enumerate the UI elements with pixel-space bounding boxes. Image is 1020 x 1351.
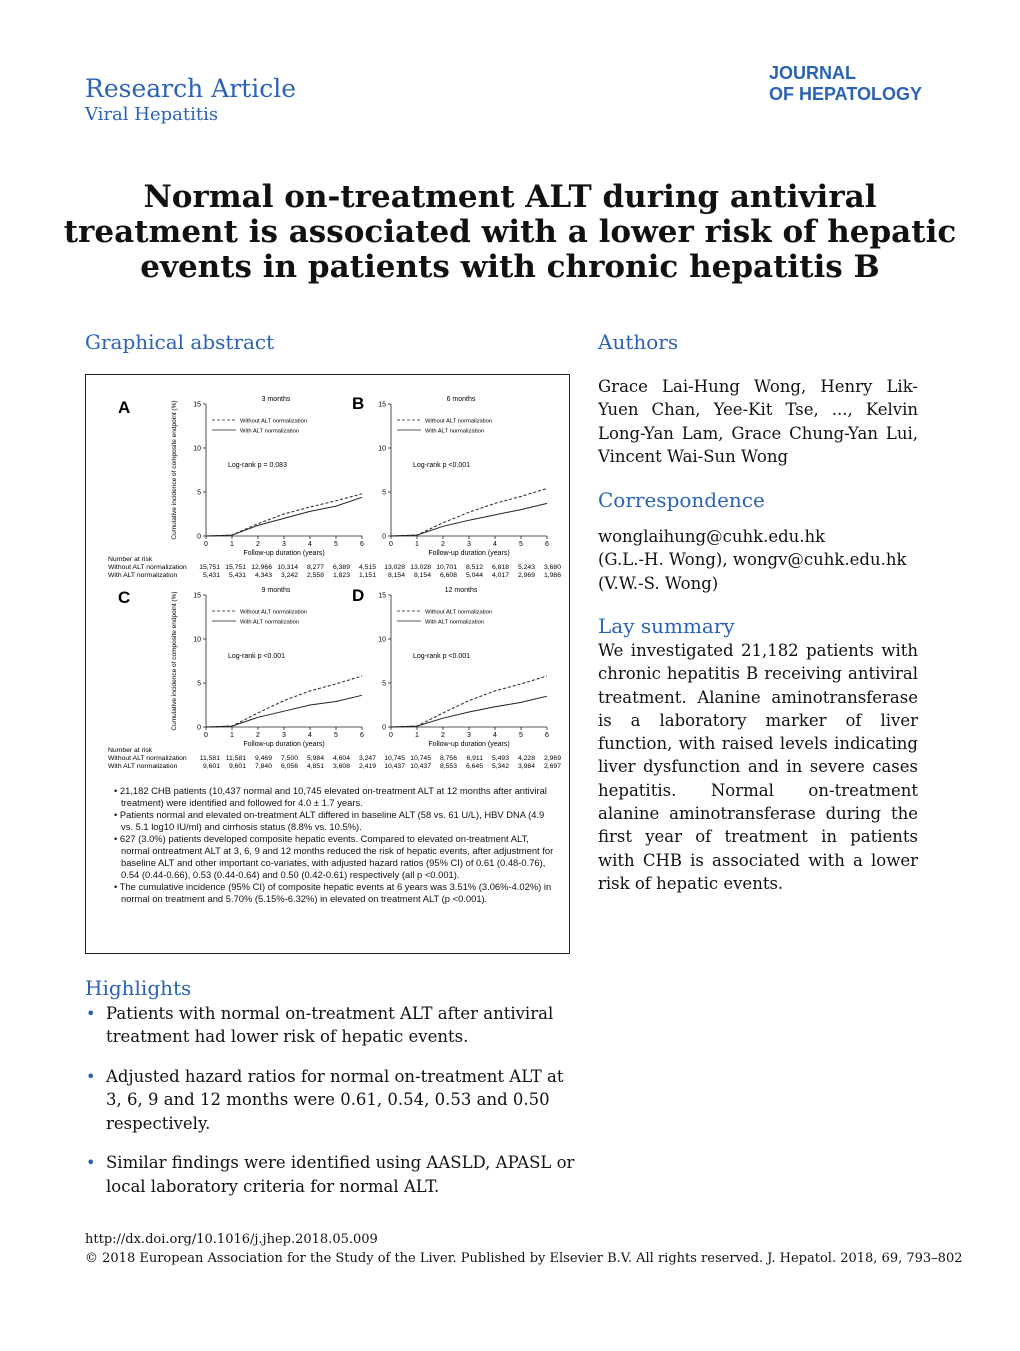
- highlights-heading: Highlights: [85, 976, 192, 1000]
- panel-c-risk-value: 6,056: [280, 763, 298, 770]
- panel-b-risk-value: 8,154: [413, 572, 431, 579]
- panel-c-risk-value: 2,419: [358, 763, 376, 770]
- correspondence-name-2: (V.W.-S. Wong): [598, 573, 719, 593]
- panel-d-risk-value: 6,645: [465, 763, 483, 770]
- panel-c-series-without-alt: [206, 676, 362, 727]
- panel-c-x-tick-label: 3: [282, 732, 286, 739]
- panel-d-risk-value: 10,437: [384, 763, 405, 770]
- correspondence-heading: Correspondence: [598, 488, 765, 512]
- panel-c-risk-value: 11,581: [199, 755, 220, 762]
- panel-c-y-tick-label: 15: [193, 592, 201, 600]
- panel-a-x-tick-label: 5: [334, 541, 338, 548]
- ga-bullet-4: • The cumulative incidence (95% CI) of composite hepatic events at 6 years was 3.51% (3.06%-4.02%) in normal on treatment and 5.70% (5.15%-6.32%) in elevated on treatment ALT (p <0.001).: [114, 881, 552, 904]
- section-label: Research Article: [85, 74, 296, 103]
- panel-b-x-tick-label: 5: [519, 541, 523, 548]
- panel-b-risk-value: 4,017: [491, 572, 509, 579]
- panel-b-y-tick-label: 0: [382, 533, 386, 541]
- panel-a-risk-value: 15,751: [225, 564, 246, 571]
- panel-d-risk-value: 8,756: [439, 755, 457, 762]
- panel-d-y-tick-label: 5: [382, 680, 386, 688]
- panel-a-x-tick-label: 3: [282, 541, 286, 548]
- journal-logo: [769, 63, 922, 105]
- authors-heading: Authors: [598, 330, 679, 354]
- panel-c-risk-value: 3,247: [358, 755, 376, 762]
- panel-b-risk-value: 2,969: [517, 572, 535, 579]
- journal-logo-line1: JOURNAL: [769, 63, 857, 83]
- km-curves-figure: [86, 375, 570, 785]
- panel-a-logrank-annotation: Log-rank p = 0.083: [228, 462, 287, 469]
- correspondence-email-1[interactable]: wonglaihung@cuhk.edu.hk: [598, 527, 826, 546]
- panel-c-series-with-alt: [206, 695, 362, 727]
- correspondence-block: [598, 525, 928, 595]
- panel-a-risk-value: 3,242: [280, 572, 298, 579]
- panel-c-title: 9 months: [261, 587, 291, 594]
- panel-b-series-with-alt: [391, 503, 547, 536]
- graphical-abstract-bullets: [114, 785, 554, 905]
- panel-c-risk-value: 7,500: [280, 755, 298, 762]
- panel-b-risk-value: 8,154: [387, 572, 405, 579]
- panel-b-logrank-annotation: Log-rank p <0.001: [413, 462, 471, 469]
- panel-d-x-tick-label: 5: [519, 732, 523, 739]
- panel-a-y-tick-label: 0: [197, 533, 201, 541]
- panel-d-x-tick-label: 0: [389, 732, 393, 739]
- panel-c-x-tick-label: 4: [308, 732, 312, 739]
- panel-a-title: 3 months: [261, 396, 291, 403]
- panel-a-x-tick-label: 1: [230, 541, 234, 548]
- panel-b-risk-value: 8,512: [465, 564, 483, 571]
- panel-c-risk-row-label: Without ALT normalization: [108, 755, 187, 762]
- panel-c-legend-label: With ALT normalization: [240, 619, 300, 626]
- panel-a-risk-row-label: With ALT normalization: [108, 572, 178, 579]
- panel-b-risk-value: 3,680: [543, 564, 561, 571]
- panel-b-legend-label: With ALT normalization: [425, 428, 485, 435]
- panel-a-risk-header: Number at risk: [108, 556, 153, 563]
- panel-a-x-axis-label: Follow-up duration (years): [243, 550, 325, 557]
- panel-d-y-tick-label: 15: [378, 592, 386, 600]
- panel-c-risk-value: 5,984: [306, 755, 324, 762]
- panel-d-x-tick-label: 1: [415, 732, 419, 739]
- panel-d-risk-value: 10,437: [410, 763, 431, 770]
- panel-d-risk-value: 3,984: [517, 763, 535, 770]
- panel-b-x-axis-label: Follow-up duration (years): [428, 550, 510, 557]
- panel-b-title: 6 months: [446, 396, 476, 403]
- panel-b-x-tick-label: 2: [441, 541, 445, 548]
- panel-d-x-tick-label: 2: [441, 732, 445, 739]
- panel-a-risk-value: 1,151: [358, 572, 376, 579]
- panel-a-legend-label: With ALT normalization: [240, 428, 300, 435]
- panel-b-x-tick-label: 1: [415, 541, 419, 548]
- lay-summary-heading: Lay summary: [598, 614, 735, 638]
- ga-bullet-1: • 21,182 CHB patients (10,437 normal and 10,745 elevated on-treatment ALT at 12 months after antiviral treatment) were identified and followed for 4.0 ± 1.7 years.: [114, 785, 547, 808]
- highlight-item: • Adjusted hazard ratios for normal on-treatment ALT at 3, 6, 9 and 12 months were 0.61, 0.54, 0.53 and 0.50 respectively.: [85, 1065, 575, 1135]
- panel-c-x-axis-label: Follow-up duration (years): [243, 741, 325, 748]
- panel-d-risk-value: 2,697: [543, 763, 561, 770]
- panel-a-y-axis-label: Cumulative incidence of composite endpoint (%): [171, 400, 178, 540]
- journal-logo-line2: OF HEPATOLOGY: [769, 84, 923, 104]
- ga-bullet-2: • Patients normal and elevated on-treatment ALT differed in baseline ALT (58 vs. 61 U/L), HBV DNA (4.9 vs. 5.1 log10 IU/ml) and cirrhosis status (8.8% vs. 10.5%).: [114, 809, 545, 832]
- panel-b-risk-value: 6,608: [439, 572, 457, 579]
- panel-d-risk-value: 10,745: [384, 755, 405, 762]
- panel-d-x-tick-label: 4: [493, 732, 497, 739]
- panel-d-risk-value: 8,553: [439, 763, 457, 770]
- panel-c-y-tick-label: 0: [197, 724, 201, 732]
- panel-b-risk-value: 13,028: [410, 564, 431, 571]
- panel-a-risk-value: 5,431: [202, 572, 220, 579]
- panel-c-x-tick-label: 1: [230, 732, 234, 739]
- panel-b-letter: B: [352, 394, 365, 413]
- panel-d-letter: D: [352, 586, 365, 605]
- panel-d-risk-value: 6,911: [466, 755, 483, 762]
- panel-b-x-tick-label: 6: [545, 541, 549, 548]
- panel-a-x-tick-label: 2: [256, 541, 260, 548]
- panel-d-y-tick-label: 0: [382, 724, 386, 732]
- panel-d-risk-value: 5,342: [491, 763, 509, 770]
- panel-b-risk-value: 1,986: [543, 572, 561, 579]
- panel-c-risk-header: Number at risk: [108, 747, 153, 754]
- subsection-label: Viral Hepatitis: [85, 104, 219, 125]
- panel-a-risk-value: 8,277: [306, 564, 324, 571]
- panel-a-risk-value: 10,314: [277, 564, 298, 571]
- panel-c-y-tick-label: 5: [197, 680, 201, 688]
- panel-d-risk-value: 2,969: [543, 755, 561, 762]
- panel-c-y-axis-label: Cumulative incidence of composite endpoint (%): [171, 591, 178, 731]
- correspondence-email-2[interactable]: (G.L.-H. Wong), wongv@cuhk.edu.hk: [598, 550, 907, 570]
- panel-c-risk-value: 4,604: [332, 755, 350, 762]
- panel-a-y-tick-label: 15: [193, 401, 201, 409]
- panel-b-y-tick-label: 10: [378, 445, 386, 453]
- panel-a-risk-row-label: Without ALT normalization: [108, 564, 187, 571]
- panel-a-risk-value: 4,343: [254, 572, 272, 579]
- panel-c-legend-label: Without ALT normalization: [240, 609, 308, 616]
- panel-c-risk-row-label: With ALT normalization: [108, 763, 178, 770]
- panel-d-logrank-annotation: Log-rank p <0.001: [413, 653, 471, 660]
- panel-d-title: 12 months: [444, 587, 478, 594]
- panel-d-legend-label: With ALT normalization: [425, 619, 485, 626]
- panel-d-y-tick-label: 10: [378, 636, 386, 644]
- panel-d-risk-value: 10,745: [410, 755, 431, 762]
- panel-a-x-tick-label: 4: [308, 541, 312, 548]
- panel-c-x-tick-label: 2: [256, 732, 260, 739]
- panel-b-risk-value: 5,044: [465, 572, 483, 579]
- panel-d-risk-value: 5,493: [491, 755, 509, 762]
- panel-c-risk-value: 7,840: [254, 763, 272, 770]
- panel-a-risk-value: 4,515: [358, 564, 376, 571]
- panel-b-x-tick-label: 0: [389, 541, 393, 548]
- panel-c-x-tick-label: 5: [334, 732, 338, 739]
- panel-d-x-tick-label: 3: [467, 732, 471, 739]
- panel-a-risk-value: 2,558: [306, 572, 324, 579]
- panel-c-letter: C: [118, 588, 131, 607]
- panel-c-x-tick-label: 6: [360, 732, 364, 739]
- panel-d-x-tick-label: 6: [545, 732, 549, 739]
- panel-c-x-tick-label: 0: [204, 732, 208, 739]
- panel-a-risk-value: 6,389: [332, 564, 350, 571]
- panel-a-risk-value: 5,431: [228, 572, 246, 579]
- panel-a-series-with-alt: [206, 497, 362, 536]
- panel-b-y-tick-label: 15: [378, 401, 386, 409]
- panel-b-risk-value: 5,243: [517, 564, 535, 571]
- panel-b-x-tick-label: 3: [467, 541, 471, 548]
- panel-d-legend-label: Without ALT normalization: [425, 609, 493, 616]
- panel-a-y-tick-label: 5: [197, 489, 201, 497]
- panel-c-risk-value: 9,601: [202, 763, 220, 770]
- panel-d-series-with-alt: [391, 696, 547, 727]
- panel-a-risk-value: 15,751: [199, 564, 220, 571]
- panel-b-y-tick-label: 5: [382, 489, 386, 497]
- highlight-item: • Similar findings were identified using AASLD, APASL or local laboratory criteria for normal ALT.: [85, 1151, 575, 1198]
- panel-a-x-tick-label: 6: [360, 541, 364, 548]
- panel-b-risk-value: 10,701: [436, 564, 457, 571]
- authors-list: Grace Lai-Hung Wong, Henry Lik-Yuen Chan, Yee-Kit Tse, ..., Kelvin Long-Yan Lam, Grace Chung-Yan Lui, Vincent Wai-Sun Wong: [598, 377, 918, 466]
- panel-d-risk-value: 4,228: [517, 755, 535, 762]
- panel-b-risk-value: 6,818: [491, 564, 509, 571]
- ga-bullet-3: • 627 (3.0%) patients developed composite hepatic events. Compared to elevated on-treatment ALT, normal ontreatment ALT at 3, 6, 9 and 12 months reduced the risk of hepatic events, after adjustment for baseline ALT and other important co-variates, with adjusted hazard ratios (95% CI) of 0.61 (0.48-0.76), 0.54 (0.44-0.66), 0.53 (0.44-0.64) and 0.50 (0.42-0.61) respectively (all p <0.001).: [114, 833, 554, 880]
- lay-summary-text: We investigated 21,182 patients with chronic hepatitis B receiving antiviral treatment. Alanine aminotransferase is a laboratory marker of liver function, with raised levels indicating liver dysfunction and in severe cases hepatitis. Normal on-treatment alanine aminotransferase during the first year of treatment in patients with CHB is associated with a lower risk of hepatic events.: [598, 641, 918, 893]
- panel-c-y-tick-label: 10: [193, 636, 201, 644]
- panel-c-risk-value: 9,601: [228, 763, 246, 770]
- graphical-abstract-box: [85, 374, 570, 954]
- panel-a-legend-label: Without ALT normalization: [240, 418, 308, 425]
- panel-b-x-tick-label: 4: [493, 541, 497, 548]
- panel-c-risk-value: 11,581: [225, 755, 246, 762]
- panel-c-risk-value: 9,469: [254, 755, 272, 762]
- panel-d-x-axis-label: Follow-up duration (years): [428, 741, 510, 748]
- panel-a-series-without-alt: [206, 494, 362, 536]
- doi-link[interactable]: http://dx.doi.org/10.1016/j.jhep.2018.05.009: [85, 1232, 378, 1247]
- panel-a-risk-value: 1,823: [332, 572, 350, 579]
- panel-c-logrank-annotation: Log-rank p <0.001: [228, 653, 286, 660]
- copyright-notice: © 2018 European Association for the Study of the Liver. Published by Elsevier B.V. All rights reserved. J. Hepatol. 2018, 69, 793–802: [85, 1251, 963, 1266]
- panel-b-series-without-alt: [391, 489, 547, 537]
- highlight-item: • Patients with normal on-treatment ALT after antiviral treatment had lower risk of hepatic events.: [85, 1002, 575, 1049]
- article-title: Normal on-treatment ALT during antiviral treatment is associated with a lower risk of hepatic events in patients with chronic hepatitis B: [63, 179, 957, 285]
- panel-c-risk-value: 3,608: [332, 763, 350, 770]
- panel-a-x-tick-label: 0: [204, 541, 208, 548]
- panel-b-risk-value: 13,028: [384, 564, 405, 571]
- panel-a-letter: A: [118, 398, 131, 417]
- panel-a-risk-value: 12,966: [251, 564, 272, 571]
- panel-a-y-tick-label: 10: [193, 445, 201, 453]
- highlights-list: [85, 1002, 575, 1215]
- graphical-abstract-heading: Graphical abstract: [85, 330, 275, 354]
- panel-c-risk-value: 4,851: [306, 763, 324, 770]
- panel-b-legend-label: Without ALT normalization: [425, 418, 493, 425]
